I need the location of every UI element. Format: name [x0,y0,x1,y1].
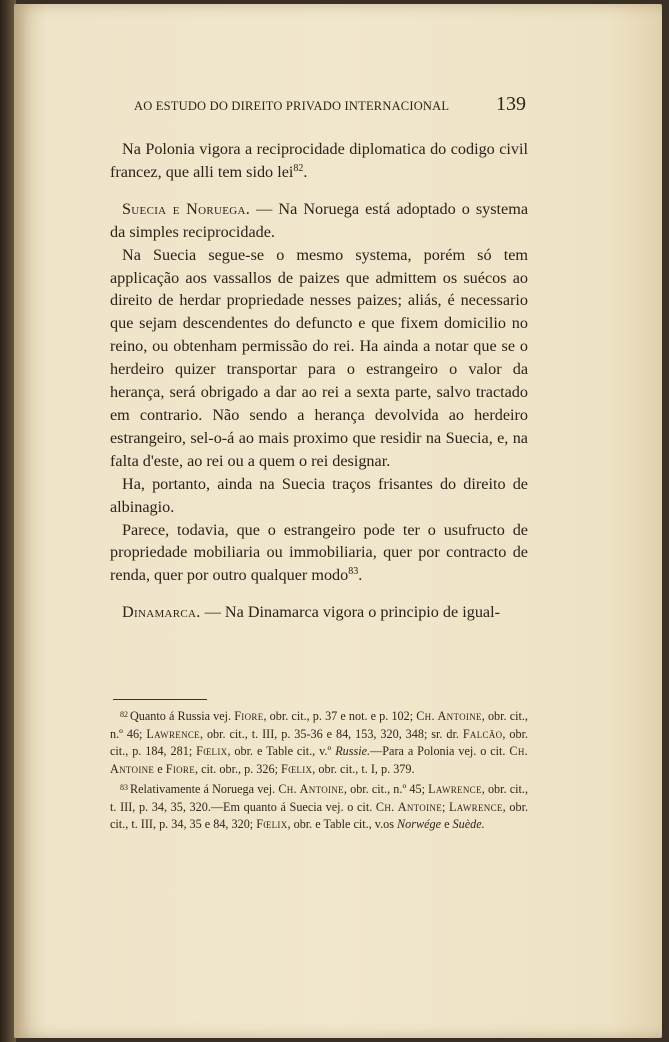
paragraph-suecia-noruega: Suecia e Noruega. — Na Noruega está adoptado o systema da simples reciprocidade. [110,199,529,241]
paragraph-polonia: Na Polonia vigora a reciprocidade diplomatica do codigo civil francez, que alli tem sido lei$^{82}$. [110,140,528,181]
footnote-ref-83: 83 [348,566,359,578]
footnote-divider [113,699,207,700]
page-number: 139 [496,93,526,115]
paragraph-dinamarca: Dinamarca. — Na Dinamarca vigora o principio de igual- [122,603,501,622]
footnotes [110,706,528,834]
main-text [110,138,528,624]
section-heading-dinamarca: Dinamarca. [122,603,201,622]
paragraph-suecia: Na Suecia segue-se o mesmo systema, porém só tem applicação aos vassallos de paizes que admittem os suécos ao direito de herdar propriedade nesses paizes; aliás, é necessario que sejam descendentes do defuncto e que fixem domicilio no reino, ou obtenham permissão do rei. Ha ainda a notar que se o herdeiro quizer transportar para o estrangeiro o valor da herança, será obrigado a dar ao rei a sexta parte, salvo tractado em contrario. Não sendo a herança devolvida ao herdeiro estrangeiro, sel-o-á ao mais proximo que residir na Suecia, e, na falta d'este, ao rei ou a quem o rei designar. [110,245,528,470]
page-header [134,93,526,119]
footnote-83: $^{83}$ Relativamente á Noruega vej. Ch. Antoine, obr. cit., n.º 45; Lawrence, obr. cit., t. III, p. 34, 35, 320.—Em quanto á Suecia vej. o cit. Ch. Antoine; Lawrence, obr. cit., t. III, p. 34, 35 e 84, 320; Fœlix, obr. e Table cit., v.os Norwége e Suède. [110,782,528,831]
footnote-ref-82: 82 [293,162,304,174]
paragraph-usufructo: Parece, todavia, que o estrangeiro pode ter o usufructo de propriedade mobiliaria ou immobiliaria, quer por contracto de renda, quer por outro qualquer modo$^{83}$. [110,520,528,585]
footnote-82: $^{82}$ Quanto á Russia vej. Fiore, obr. cit., p. 37 e not. e p. 102; Ch. Antoine, obr. cit., n.º 46; Lawrence, obr. cit., t. III, p. 35-36 e 84, 153, 320, 348; sr. dr. Falcão, obr. cit., p. 184, 281; Fœlix, obr. e Table cit., v.º Russie.—Para a Polonia vej. o cit. Ch. Antoine e Fiore, cit. obr., p. 326; Fœlix, obr. cit., t. I, p. 379. [110,709,529,776]
paragraph-albinagio: Ha, portanto, ainda na Suecia traços frisantes do direito de albinagio. [110,474,528,516]
section-heading-suecia-noruega: Suecia e Noruega. [122,199,251,218]
running-title: AO ESTUDO DO DIREITO PRIVADO INTERNACIONAL [134,99,450,113]
